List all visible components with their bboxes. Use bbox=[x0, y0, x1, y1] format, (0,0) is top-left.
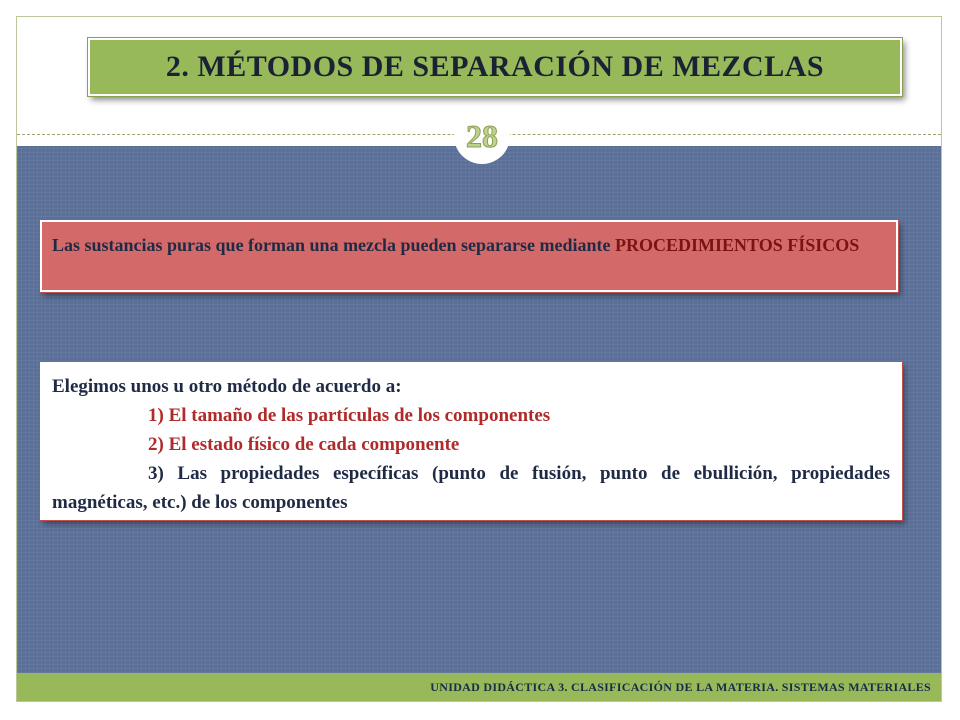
method-item-1: 1) El tamaño de las partículas de los componentes bbox=[148, 405, 551, 426]
method-item-3: 3) Las propiedades específicas (punto de fusión, punto de ebullición, propiedades magnéticas, etc.) de los componentes bbox=[52, 463, 890, 513]
page-number: 28 bbox=[466, 117, 498, 154]
page-number-badge bbox=[454, 108, 510, 164]
title-banner bbox=[88, 38, 902, 96]
method-item-2: 2) El estado físico de cada componente bbox=[148, 434, 460, 455]
methods-box bbox=[40, 362, 902, 520]
intro-box bbox=[40, 220, 898, 292]
intro-text: Las sustancias puras que forman una mezcla pueden separarse mediante bbox=[52, 235, 616, 255]
footer-text: UNIDAD DIDÁCTICA 3. CLASIFICACIÓN DE LA MATERIA. SISTEMAS MATERIALES bbox=[430, 679, 931, 694]
footer-bar bbox=[17, 673, 941, 701]
intro-emphasis: PROCEDIMIENTOS FÍSICOS bbox=[615, 235, 860, 255]
slide-title: 2. MÉTODOS DE SEPARACIÓN DE MEZCLAS bbox=[165, 50, 825, 83]
methods-lead: Elegimos unos u otro método de acuerdo a: bbox=[52, 376, 402, 397]
